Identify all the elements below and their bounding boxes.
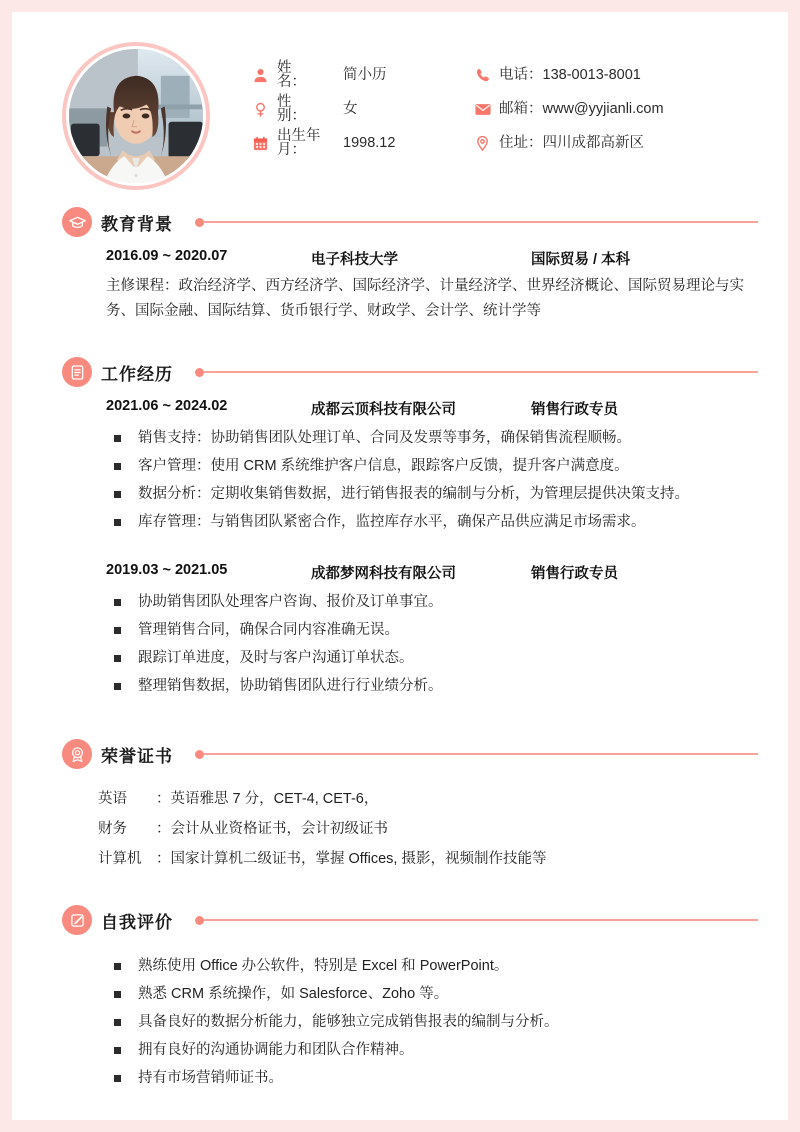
list-item: 数据分析：定期收集销售数据，进行销售报表的编制与分析，为管理层提供决策支持。 — [106, 480, 758, 508]
field-email-label: 邮箱： — [499, 100, 543, 117]
section-honors-header — [62, 734, 758, 774]
certificates-list — [98, 784, 758, 874]
divider-dot — [195, 218, 204, 227]
work-company: 成都云顶科技有限公司 — [311, 402, 456, 418]
section-work — [12, 352, 788, 700]
section-education — [12, 202, 788, 324]
section-work-title: 工作经历 — [101, 364, 173, 384]
section-honors — [12, 734, 788, 874]
work-date: 2019.03 ~ 2021.05 — [106, 562, 228, 578]
document-icon — [62, 357, 92, 387]
work-entry — [106, 562, 758, 700]
work-entry-header — [106, 562, 758, 583]
section-education-header — [62, 202, 758, 242]
list-item: 库存管理：与销售团队紧密合作，监控库存水平，确保产品供应满足市场需求。 — [106, 508, 758, 536]
list-item: 持有市场营销师证书。 — [106, 1064, 758, 1092]
phone-icon — [474, 67, 491, 84]
field-birthdate-label: 出生年月： — [277, 127, 321, 158]
certificate-key: 英语 — [98, 791, 127, 807]
field-email — [474, 92, 758, 126]
certificate-value: ：国家计算机二级证书，掌握 Offices, 摄影，视频制作技能等 — [156, 851, 547, 867]
calendar-icon — [252, 135, 269, 152]
education-major: 国际贸易 / 本科 — [531, 252, 631, 268]
field-gender-value: 女 — [343, 100, 358, 117]
work-role: 销售行政专员 — [531, 402, 618, 418]
certificate-row — [98, 844, 758, 874]
education-entry — [106, 248, 758, 324]
field-phone — [474, 58, 758, 92]
section-divider — [195, 218, 758, 227]
field-gender-label: 性 别： — [277, 93, 321, 124]
section-divider — [195, 368, 758, 377]
graduation-cap-icon — [62, 207, 92, 237]
section-work-header — [62, 352, 758, 392]
education-courses: 主修课程：政治经济学、西方经济学、国际经济学、计量经济学、世界经济概论、国际贸易理论与实务、国际金融、国际结算、货币银行学、财政学、会计学、统计学等 — [106, 278, 744, 319]
work-role: 销售行政专员 — [531, 566, 618, 582]
work-bullets — [106, 424, 758, 536]
field-name — [252, 58, 474, 92]
work-company: 成都梦网科技有限公司 — [311, 566, 456, 582]
profile-photo — [69, 49, 203, 183]
education-date: 2016.09 ~ 2020.07 — [106, 248, 228, 264]
list-item: 整理销售数据，协助销售团队进行行业绩分析。 — [106, 672, 758, 700]
divider-dot — [195, 750, 204, 759]
certificate-value: ：会计从业资格证书，会计初级证书 — [156, 821, 388, 837]
section-self-evaluation — [12, 900, 788, 1092]
work-entry-header — [106, 398, 758, 419]
divider-line — [204, 753, 758, 755]
list-item: 客户管理：使用 CRM 系统维护客户信息，跟踪客户反馈，提升客户满意度。 — [106, 452, 758, 480]
education-entry-header — [106, 248, 758, 269]
section-education-title: 教育背景 — [101, 214, 173, 234]
resume-page — [12, 12, 788, 1120]
field-name-value: 简小历 — [343, 66, 387, 83]
list-item: 拥有良好的沟通协调能力和团队合作精神。 — [106, 1036, 758, 1064]
list-item: 管理销售合同，确保合同内容准确无误。 — [106, 616, 758, 644]
section-divider — [195, 916, 758, 925]
location-icon — [474, 135, 491, 152]
edit-pencil-icon — [62, 905, 92, 935]
certificate-key: 财务 — [98, 821, 127, 837]
work-date: 2021.06 ~ 2024.02 — [106, 398, 228, 414]
list-item: 熟悉 CRM 系统操作，如 Salesforce、Zoho 等。 — [106, 980, 758, 1008]
section-divider — [195, 750, 758, 759]
person-icon — [252, 67, 269, 84]
divider-dot — [195, 368, 204, 377]
field-birthdate — [252, 126, 474, 160]
field-name-label: 姓 名： — [277, 59, 321, 90]
divider-dot — [195, 916, 204, 925]
certificate-value: ：英语雅思 7 分，CET-4, CET-6， — [156, 791, 379, 807]
divider-line — [204, 371, 758, 373]
award-icon — [62, 739, 92, 769]
gender-icon — [252, 101, 269, 118]
self-evaluation-bullets — [106, 952, 758, 1092]
divider-line — [204, 221, 758, 223]
resume-header — [12, 12, 788, 202]
field-address-value: 四川成都高新区 — [542, 134, 644, 151]
work-entry — [106, 398, 758, 536]
work-bullets — [106, 588, 758, 700]
contact-info — [252, 58, 758, 160]
list-item: 具备良好的数据分析能力，能够独立完成销售报表的编制与分析。 — [106, 1008, 758, 1036]
avatar — [62, 42, 210, 190]
list-item: 销售支持：协助销售团队处理订单、合同及发票等事务，确保销售流程顺畅。 — [106, 424, 758, 452]
list-item: 熟练使用 Office 办公软件，特别是 Excel 和 PowerPoint。 — [106, 952, 758, 980]
section-self-evaluation-title: 自我评价 — [101, 912, 173, 932]
field-address-label: 住址： — [499, 134, 543, 151]
envelope-icon — [474, 101, 491, 118]
divider-line — [204, 919, 758, 921]
list-item: 协助销售团队处理客户咨询、报价及订单事宜。 — [106, 588, 758, 616]
field-email-value: www@yyjianli.com — [542, 100, 664, 117]
certificate-key: 计算机 — [98, 851, 142, 867]
section-self-evaluation-header — [62, 900, 758, 940]
field-birthdate-value: 1998.12 — [343, 134, 396, 151]
certificate-row — [98, 784, 758, 814]
education-school: 电子科技大学 — [311, 252, 398, 268]
field-phone-value: 138-0013-8001 — [542, 66, 641, 83]
field-gender — [252, 92, 474, 126]
list-item: 跟踪订单进度，及时与客户沟通订单状态。 — [106, 644, 758, 672]
field-address — [474, 126, 758, 160]
section-honors-title: 荣誉证书 — [101, 746, 173, 766]
field-phone-label: 电话： — [499, 66, 543, 83]
certificate-row — [98, 814, 758, 844]
